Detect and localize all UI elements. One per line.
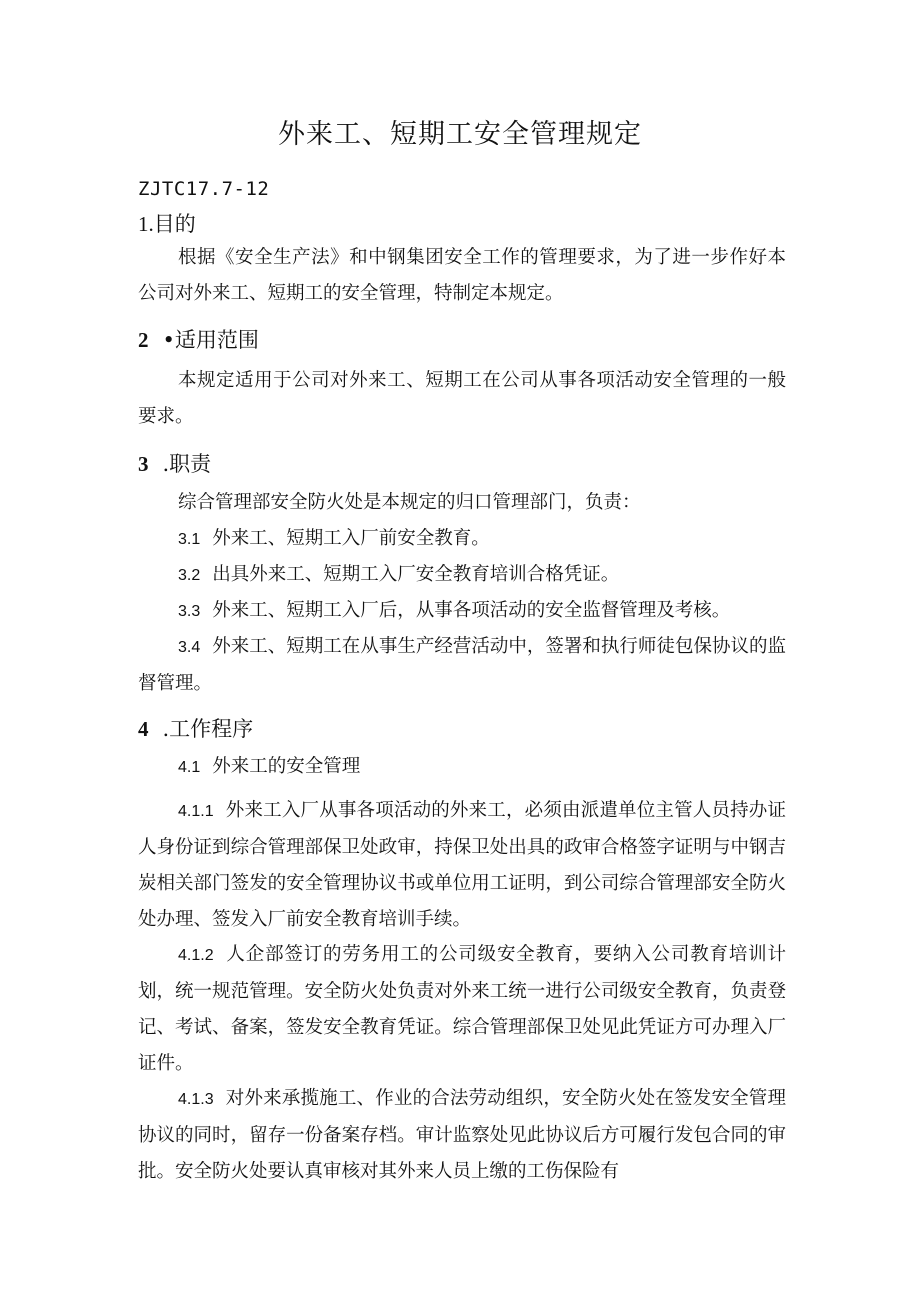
section-2-heading (138, 324, 259, 354)
item-number: 3.4 (178, 639, 201, 656)
duties-paragraph: 综合管理部安全防火处是本规定的归口管理部门，负责： (178, 492, 641, 513)
item-number: 3.1 (178, 531, 201, 548)
item-number: 3.2 (178, 567, 201, 584)
item-number: 4.1 (178, 759, 201, 776)
section-3-heading (138, 448, 211, 478)
list-item-3-3 (178, 593, 786, 630)
item-number: 4.1.1 (178, 803, 214, 820)
section-4-number: 4 (138, 717, 149, 741)
item-text: 外来工的安全管理 (212, 756, 361, 777)
item-number: 4.1.3 (178, 1091, 214, 1108)
list-item-4-1-1 (138, 793, 786, 938)
section-1-title: 目的 (153, 212, 196, 236)
section-2-title: •适用范围 (162, 328, 259, 352)
list-item-3-4 (138, 629, 786, 702)
item-text: 外来工、短期工入厂后，从事各项活动的安全监督管理及考核。 (212, 600, 731, 621)
item-text: 人企部签订的劳务用工的公司级安全教育，要纳入公司教育培训计划，统一规范管理。安全防火处负责对外来工统一进行公司级安全教育，负责登记、考试、备案，签发安全教育凭证。综合管理部保卫处见此凭证方可办理入厂证件。 (138, 944, 786, 1074)
document-code: ZJTC17.7-12 (138, 178, 270, 200)
item-number: 3.3 (178, 603, 201, 620)
scope-paragraph: 本规定适用于公司对外来工、短期工在公司从事各项活动安全管理的一般要求。 (138, 370, 786, 427)
document-title: 外来工、短期工安全管理规定 (278, 119, 642, 150)
item-text: 外来工、短期工入厂前安全教育。 (212, 528, 490, 549)
list-item-4-1-2 (138, 937, 786, 1082)
item-text: 出具外来工、短期工入厂安全教育培训合格凭证。 (212, 564, 620, 585)
item-text: 外来工入厂从事各项活动的外来工，必须由派遣单位主管人员持办证人身份证到综合管理部保卫处政审，持保卫处出具的政审合格签字证明与中钢吉炭相关部门签发的安全管理协议书或单位用工证明，到公司综合管理部安全防火处办理、签发入厂前安全教育培训手续。 (138, 800, 786, 930)
section-1-heading (138, 208, 196, 238)
section-3-title: .职责 (162, 452, 212, 476)
item-text: 外来工、短期工在从事生产经营活动中，签署和执行师徒包保协议的监督管理。 (138, 636, 786, 694)
item-number: 4.1.2 (178, 947, 214, 964)
section-2-number: 2 (138, 328, 149, 352)
section-1-number: 1. (138, 212, 154, 236)
list-item-4-1-3 (138, 1081, 786, 1190)
purpose-paragraph: 根据《安全生产法》和中钢集团安全工作的管理要求，为了进一步作好本公司对外来工、短期工的安全管理，特制定本规定。 (138, 247, 786, 304)
section-4-heading (138, 713, 253, 743)
list-item-3-2 (178, 557, 786, 594)
section-3-number: 3 (138, 452, 149, 476)
item-text: 对外来承揽施工、作业的合法劳动组织，安全防火处在签发安全管理协议的同时，留存一份备案存档。审计监察处见此协议后方可履行发包合同的审批。安全防火处要认真审核对其外来人员上缴的工伤保险有 (138, 1088, 786, 1182)
list-item-4-1 (178, 749, 786, 786)
section-4-title: .工作程序 (162, 717, 254, 741)
list-item-3-1 (178, 521, 786, 558)
